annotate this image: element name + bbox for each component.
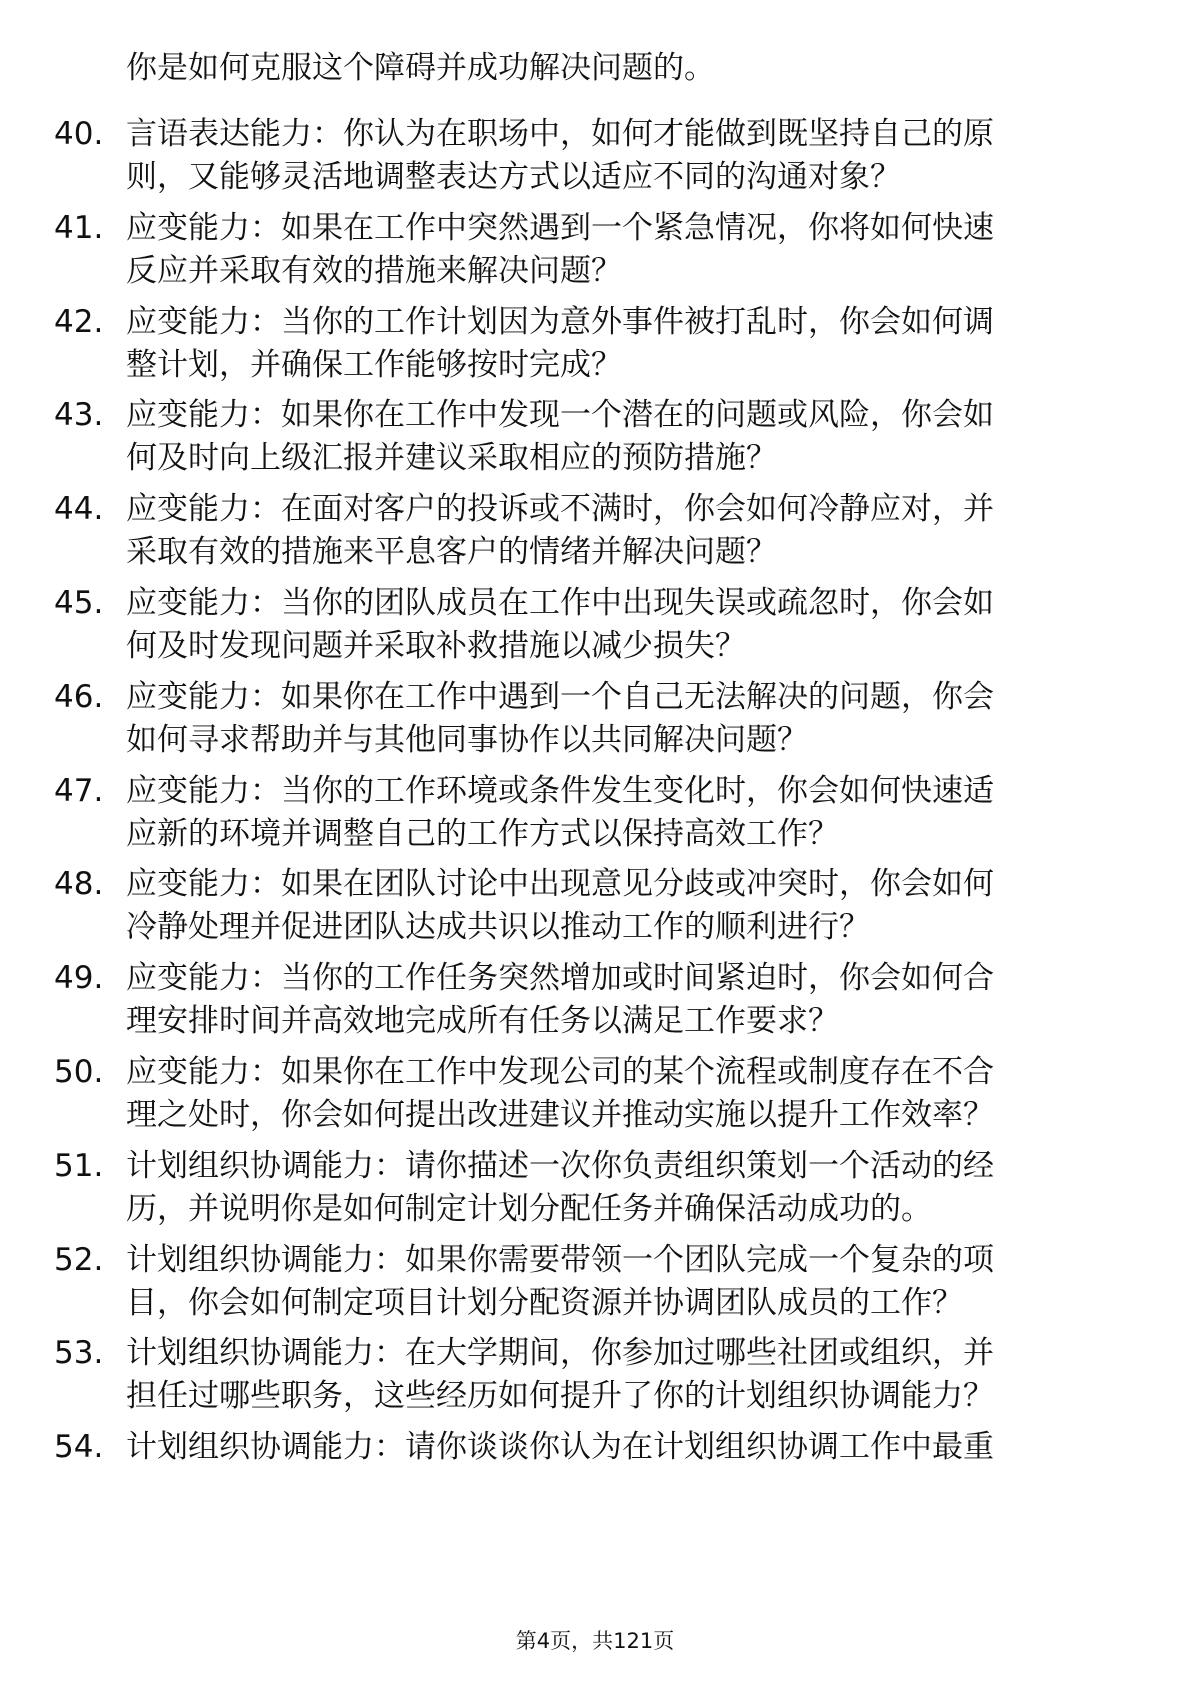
- question-text-line-1: 应变能力：当你的工作环境或条件发生变化时，你会如何快速适: [126, 773, 994, 809]
- question-number: 54.: [54, 1429, 104, 1465]
- question-text-line-2: 何及时向上级汇报并建议采取相应的预防措施？: [126, 440, 777, 476]
- question-number: 42.: [54, 304, 104, 340]
- question-text-line-1: 计划组织协调能力：在大学期间，你参加过哪些社团或组织，并: [126, 1335, 994, 1371]
- question-number: 53.: [54, 1335, 104, 1371]
- question-text-line-1: 应变能力：当你的工作任务突然增加或时间紧迫时，你会如何合: [126, 960, 994, 996]
- question-number: 40.: [54, 116, 104, 152]
- question-text-line-1: 应变能力：当你的团队成员在工作中出现失误或疏忽时，你会如: [126, 585, 994, 621]
- question-number: 52.: [54, 1242, 104, 1278]
- question-text-line-2: 如何寻求帮助并与其他同事协作以共同解决问题？: [126, 722, 808, 758]
- question-text-line-1: 应变能力：如果你在工作中遇到一个自己无法解决的问题，你会: [126, 679, 994, 715]
- question-text-line-2: 则，又能够灵活地调整表达方式以适应不同的沟通对象？: [126, 159, 901, 195]
- question-text-line-2: 担任过哪些职务，这些经历如何提升了你的计划组织协调能力？: [126, 1378, 994, 1414]
- question-text-line-1: 计划组织协调能力：如果你需要带领一个团队完成一个复杂的项: [126, 1242, 994, 1278]
- question-number: 50.: [54, 1054, 104, 1090]
- question-text-line-1: 言语表达能力：你认为在职场中，如何才能做到既坚持自己的原: [126, 116, 994, 152]
- question-text-line-2: 采取有效的措施来平息客户的情绪并解决问题？: [126, 534, 777, 570]
- question-text-line-1: 应变能力：在面对客户的投诉或不满时，你会如何冷静应对，并: [126, 491, 994, 527]
- question-text-line-2: 整计划，并确保工作能够按时完成？: [126, 347, 622, 383]
- question-number: 43.: [54, 397, 104, 433]
- question-text-line-2: 理之处时，你会如何提出改进建议并推动实施以提升工作效率？: [126, 1097, 994, 1133]
- question-text-line-2: 何及时发现问题并采取补救措施以减少损失？: [126, 628, 746, 664]
- question-text-line-2: 理安排时间并高效地完成所有任务以满足工作要求？: [126, 1003, 839, 1039]
- question-text-line-1: 应变能力：当你的工作计划因为意外事件被打乱时，你会如何调: [126, 304, 994, 340]
- question-text-line-1: 计划组织协调能力：请你描述一次你负责组织策划一个活动的经: [126, 1148, 994, 1184]
- question-text-line-2: 冷静处理并促进团队达成共识以推动工作的顺利进行？: [126, 909, 870, 945]
- question-text-line-1: 应变能力：如果在团队讨论中出现意见分歧或冲突时，你会如何: [126, 866, 994, 902]
- question-number: 51.: [54, 1148, 104, 1184]
- question-number: 49.: [54, 960, 104, 996]
- question-text-line-2: 目，你会如何制定项目计划分配资源并协调团队成员的工作？: [126, 1285, 963, 1321]
- question-text-line-2: 反应并采取有效的措施来解决问题？: [126, 253, 622, 289]
- question-number: 48.: [54, 866, 104, 902]
- question-text-line-2: 历，并说明你是如何制定计划分配任务并确保活动成功的。: [126, 1191, 932, 1227]
- question-text-line-1: 应变能力：如果在工作中突然遇到一个紧急情况，你将如何快速: [126, 210, 994, 246]
- question-number: 46.: [54, 679, 104, 715]
- continuation-line: 你是如何克服这个障碍并成功解决问题的。: [126, 50, 715, 86]
- question-text-line-2: 应新的环境并调整自己的工作方式以保持高效工作？: [126, 816, 839, 852]
- question-text-line-1: 应变能力：如果你在工作中发现公司的某个流程或制度存在不合: [126, 1054, 994, 1090]
- question-text-line-1: 应变能力：如果你在工作中发现一个潜在的问题或风险，你会如: [126, 397, 994, 433]
- page-footer: 第4页，共121页: [515, 1629, 675, 1653]
- question-number: 41.: [54, 210, 104, 246]
- question-number: 47.: [54, 773, 104, 809]
- question-number: 45.: [54, 585, 104, 621]
- question-text-line-1: 计划组织协调能力：请你谈谈你认为在计划组织协调工作中最重: [126, 1429, 994, 1465]
- question-number: 44.: [54, 491, 104, 527]
